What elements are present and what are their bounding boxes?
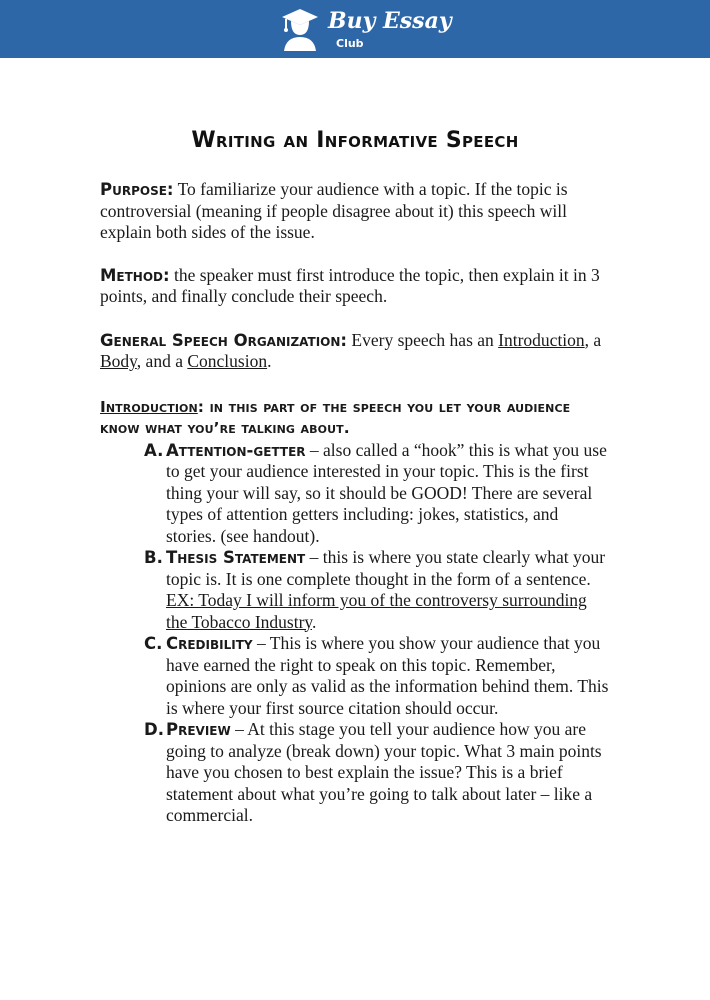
item-text-end: . [312,611,317,632]
introduction-list [100,440,610,827]
document-title: Writing an Informative Speech [191,128,519,153]
brand-sub: Club [336,37,364,50]
organization-text: . [267,351,272,371]
method-label: Method: [100,265,170,285]
brand-logo[interactable] [278,4,452,54]
purpose-text: To familiarize your audience with a topic. If the topic is controversial (meaning if people disagree about it) this speech will explain both sides of the issue. [100,179,568,242]
organization-label: General Speech Organization: [100,330,348,350]
item-label: Thesis Statement [166,548,306,567]
brand-name: Buy Essay [328,8,452,34]
list-item [144,719,610,827]
purpose-paragraph [100,179,610,244]
item-letter: B. [144,548,163,567]
organization-text: , a [584,329,602,350]
list-item [144,440,610,548]
item-text: – also called a “hook” this is what you use to get your audience interested in your topic. This is the first thing your will say, so it should be GOOD! There are several types of attention getters including: jokes, statistics, and stories. (see handout). [166,439,607,546]
method-paragraph [100,265,610,308]
graduate-icon [278,5,322,53]
organization-part-introduction: Introduction [498,329,585,350]
list-item [144,633,610,719]
organization-text: , and a [136,351,188,371]
item-label: Preview [166,720,231,739]
item-text: – At this stage you tell your audience how you are going to analyze (break down) your topic. What 3 main points have you chosen to best explain the issue? This is a brief statement about what you’re going to talk about later – like a commercial. [166,719,602,825]
organization-part-conclusion: Conclusion [187,351,268,371]
brand-wordmark [326,4,452,54]
item-text: – this is where you state clearly what your topic is. It is one complete thought in the form of a sentence. [166,547,606,589]
item-letter: C. [144,634,163,653]
introduction-heading [100,397,610,440]
purpose-label: Purpose: [100,180,174,199]
organization-text: Every speech has an [347,329,499,350]
item-letter: A. [144,440,164,460]
introduction-heading-text: : in this part of the speech you let your audience know what you’re talking about. [100,397,571,437]
item-label: Attention-getter [166,440,306,460]
organization-part-body: Body [100,351,137,371]
introduction-label: Introduction [100,397,198,416]
document-body [100,128,610,827]
organization-paragraph [100,330,610,373]
method-text: the speaker must first introduce the topic, then explain it in 3 points, and finally conclude their speech. [100,264,600,306]
header-banner [0,0,710,58]
item-label: Credibility [166,634,253,653]
item-text: – This is where you show your audience that you have earned the right to speak on this topic. Remember, opinions are only as valid as the information behind them. This is where your first source citation should occur. [166,633,609,718]
thesis-example: EX: Today I will inform you of the controversy surrounding the Tobacco Industry [166,590,587,632]
item-letter: D. [144,720,164,739]
list-item [144,547,610,633]
